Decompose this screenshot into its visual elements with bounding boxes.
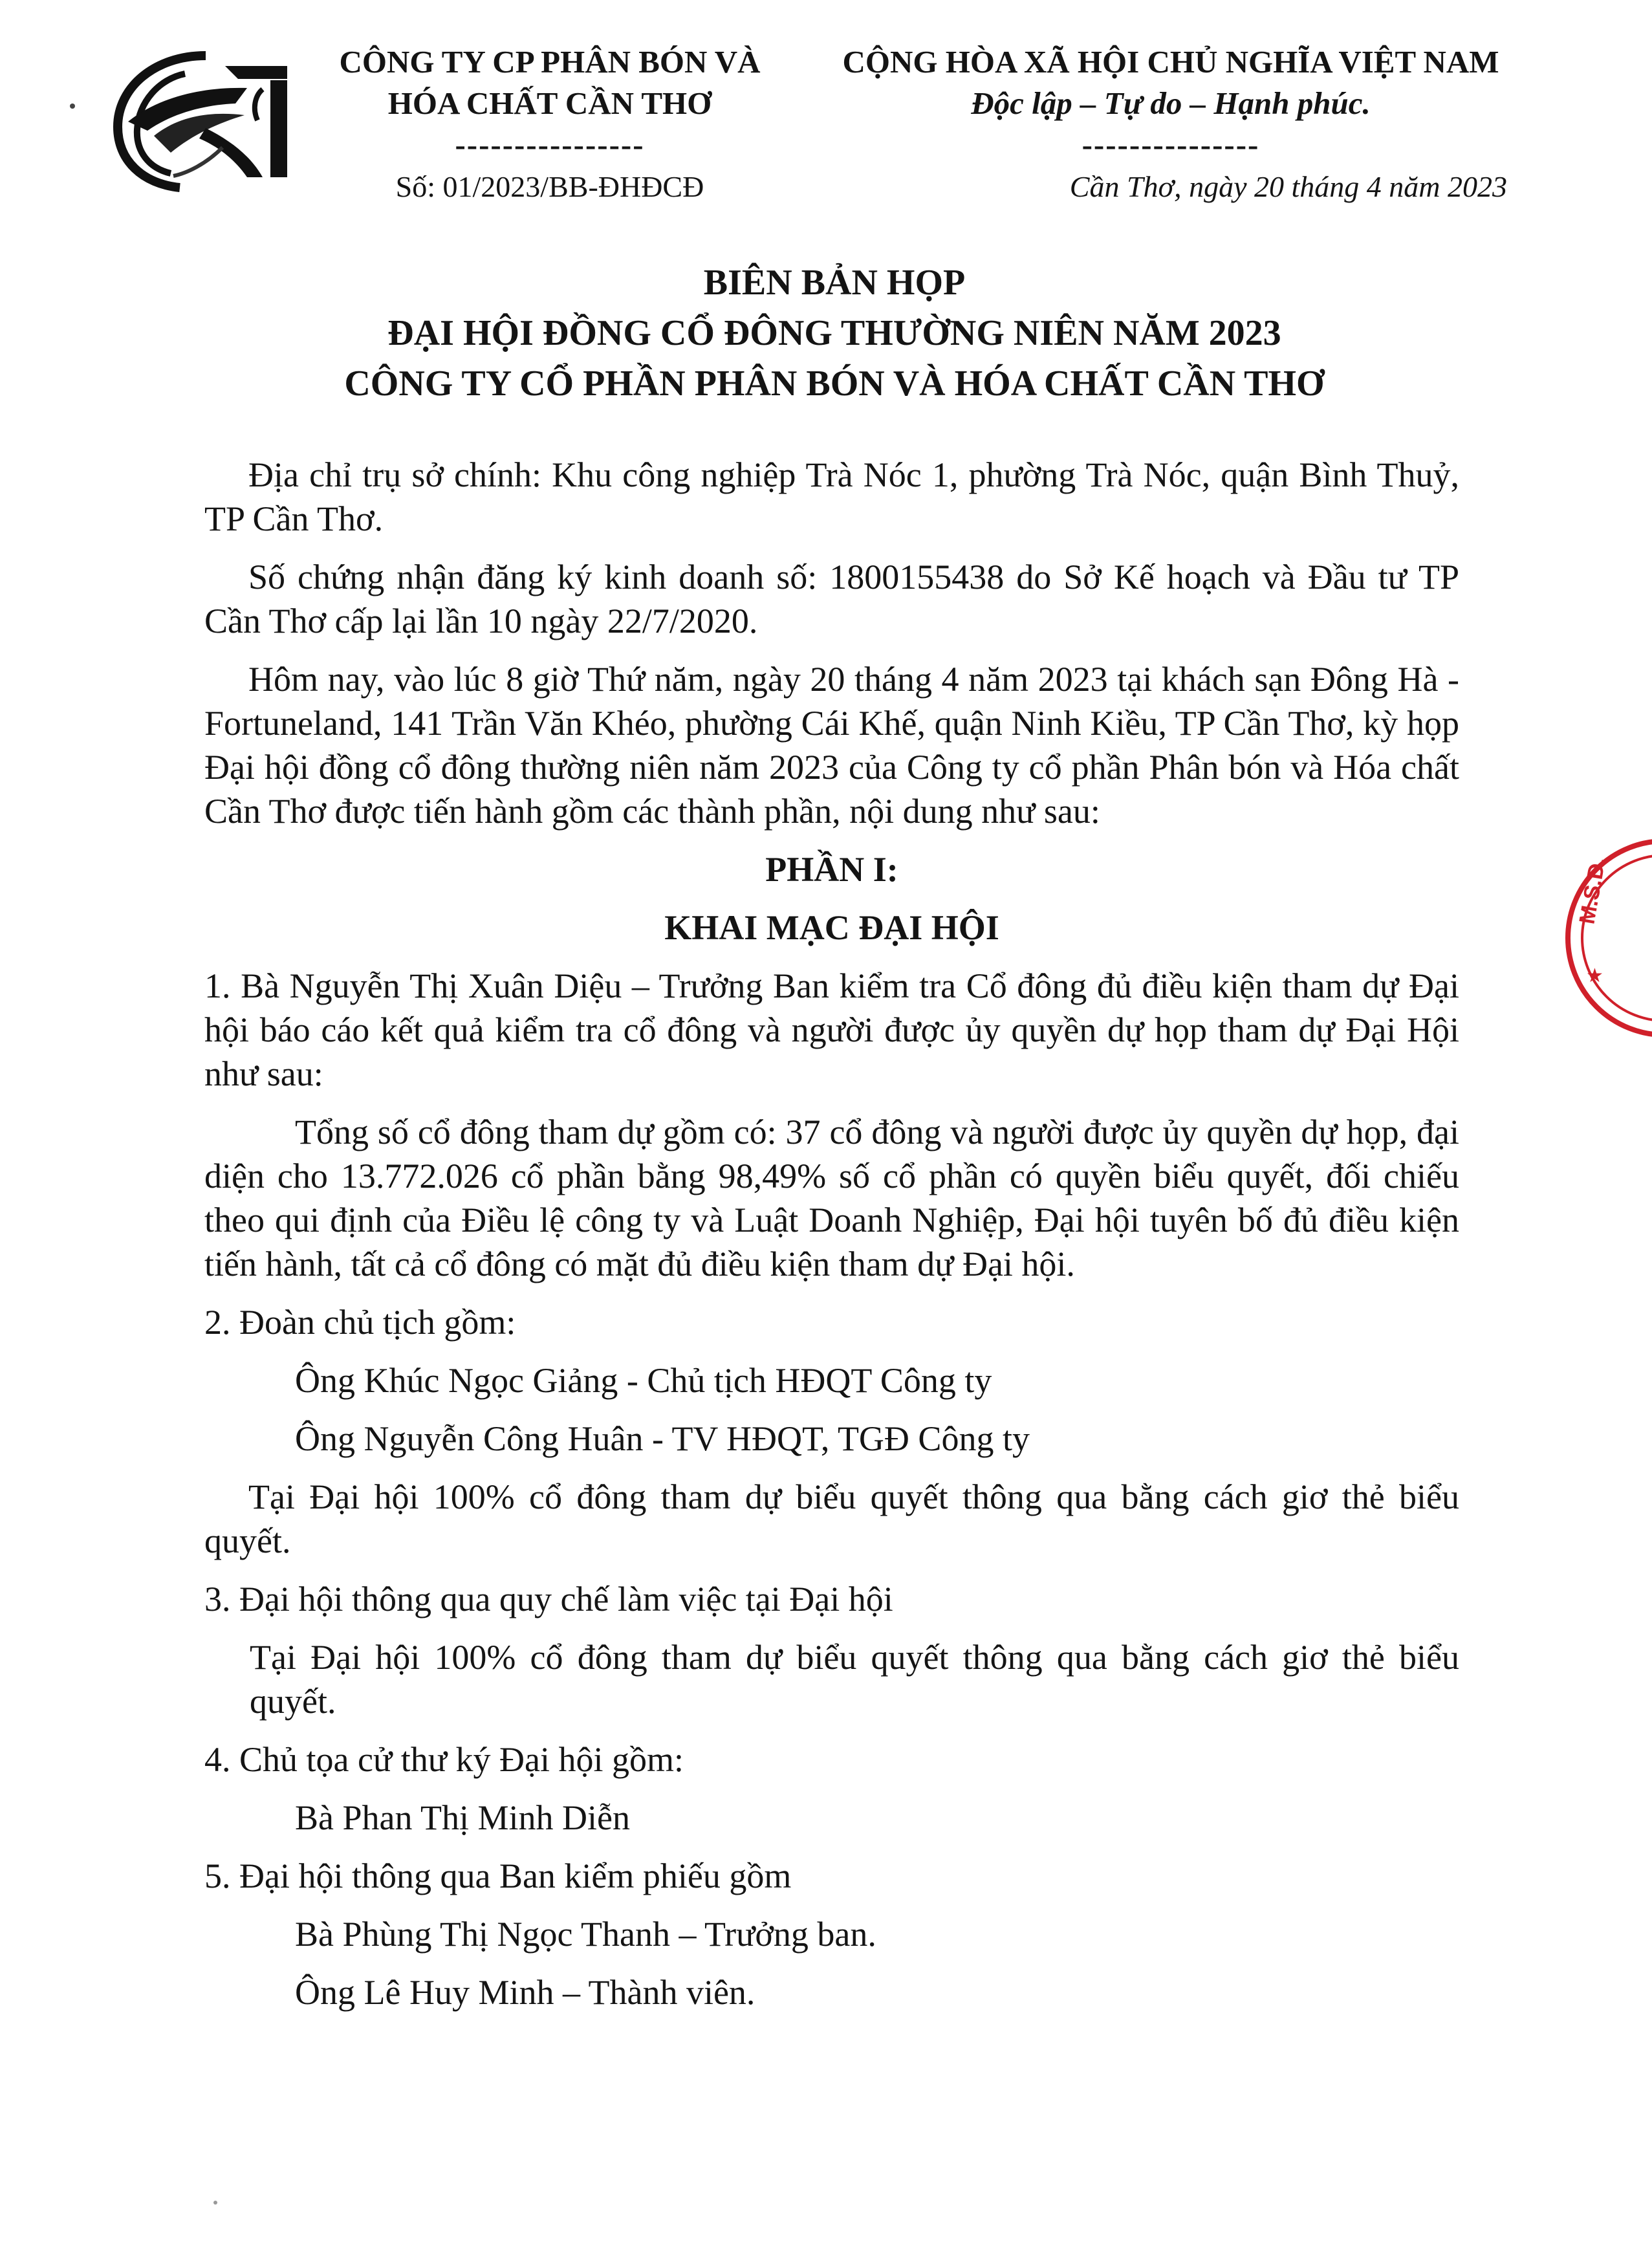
- item-4: 4. Chủ tọa cử thư ký Đại hội gồm:: [204, 1740, 684, 1779]
- company-name-line2: HÓA CHẤT CẦN THƠ: [387, 85, 712, 121]
- document-number: Số: 01/2023/BB-ĐHĐCĐ: [395, 170, 704, 203]
- address-paragraph: Địa chỉ trụ sở chính: Khu công nghiệp Trà Nóc 1, phường Trà Nóc, quận Bình Thuỷ, TP Cần Thơ.: [204, 455, 1459, 538]
- title-line2: ĐẠI HỘI ĐỒNG CỔ ĐÔNG THƯỜNG NIÊN NĂM 2023: [387, 313, 1281, 353]
- nation-name: CỘNG HÒA XÃ HỘI CHỦ NGHĨA VIỆT NAM: [842, 44, 1499, 80]
- item-2: 2. Đoàn chủ tịch gồm:: [204, 1303, 516, 1342]
- document-title: [168, 257, 1501, 409]
- title-line3: CÔNG TY CỔ PHẦN PHÂN BÓN VÀ HÓA CHẤT CẦN THƠ: [344, 364, 1325, 404]
- national-header: [809, 41, 1533, 166]
- red-stamp: [1555, 828, 1652, 1048]
- counting-board-member-1: Bà Phùng Thị Ngọc Thanh – Trưởng ban.: [295, 1915, 876, 1954]
- scan-speck: [70, 103, 75, 109]
- presidium-member-2: Ông Nguyễn Công Huân - TV HĐQT, TGĐ Công ty: [295, 1419, 1030, 1458]
- document-date: Cần Thơ, ngày 20 tháng 4 năm 2023: [1069, 170, 1507, 203]
- right-separator: ---------------: [1081, 127, 1260, 162]
- secretary-member-1: Bà Phan Thị Minh Diễn: [295, 1798, 630, 1837]
- company-name-line1: CÔNG TY CP PHÂN BÓN VÀ: [339, 44, 761, 80]
- svg-text:M.S.D.: M.S.D.: [1574, 855, 1611, 926]
- document-body: [204, 453, 1459, 2029]
- presidium-member-1: Ông Khúc Ngọc Giảng - Chủ tịch HĐQT Công ty: [295, 1361, 992, 1400]
- registration-paragraph: Số chứng nhận đăng ký kinh doanh số: 1800155438 do Sở Kế hoạch và Đầu tư TP Cần Thơ cấp lại lần 10 ngày 22/7/2020.: [204, 558, 1459, 640]
- item-3-vote: Tại Đại hội 100% cổ đông tham dự biểu quyết thông qua bằng cách giơ thẻ biểu quyết.: [250, 1638, 1459, 1721]
- company-logo: [109, 50, 294, 191]
- item-3: 3. Đại hội thông qua quy chế làm việc tại Đại hội: [204, 1580, 893, 1618]
- part-title: KHAI MẠC ĐẠI HỘI: [664, 908, 999, 947]
- title-line1: BIÊN BẢN HỌP: [703, 263, 966, 303]
- part-heading: PHẦN I:: [765, 850, 898, 889]
- left-separator: ----------------: [455, 127, 645, 162]
- intro-paragraph: Hôm nay, vào lúc 8 giờ Thứ năm, ngày 20 tháng 4 năm 2023 tại khách sạn Đông Hà - Fortuneland, 141 Trần Văn Khéo, phường Cái Khế, quận Ninh Kiều, TP Cần Thơ, kỳ họp Đại hội đồng cổ đông thường niên năm 2023 của Công ty cổ phần Phân bón và Hóa chất Cần Thơ được tiến hành gồm các thành phần, nội dung như sau:: [204, 660, 1459, 831]
- item-1-detail: Tổng số cổ đông tham dự gồm có: 37 cổ đông và người được ủy quyền dự họp, đại diện cho 13.772.026 cổ phần bằng 98,49% số cổ phần có quyền biểu quyết, đối chiếu theo qui định của Điều lệ công ty và Luật Doanh Nghiệp, Đại hội tuyên bố đủ điều kiện tiến hành, tất cả cổ đông có mặt đủ điều kiện tham dự Đại hội.: [204, 1113, 1459, 1283]
- scan-speck-bottom: [213, 2201, 217, 2205]
- item-2-vote: Tại Đại hội 100% cổ đông tham dự biểu quyết thông qua bằng cách giơ thẻ biểu quyết.: [204, 1477, 1459, 1560]
- item-1: 1. Bà Nguyễn Thị Xuân Diệu – Trưởng Ban kiểm tra Cổ đông đủ điều kiện tham dự Đại hội báo cáo kết quả kiểm tra cổ đông và người được ủy quyền dự họp tham dự Đại Hội như sau:: [204, 966, 1459, 1093]
- item-5: 5. Đại hội thông qua Ban kiểm phiếu gồm: [204, 1857, 792, 1895]
- svg-text:★: ★: [1586, 964, 1603, 987]
- company-header: [304, 41, 796, 166]
- national-motto: Độc lập – Tự do – Hạnh phúc.: [971, 85, 1371, 121]
- counting-board-member-2: Ông Lê Huy Minh – Thành viên.: [295, 1973, 755, 2012]
